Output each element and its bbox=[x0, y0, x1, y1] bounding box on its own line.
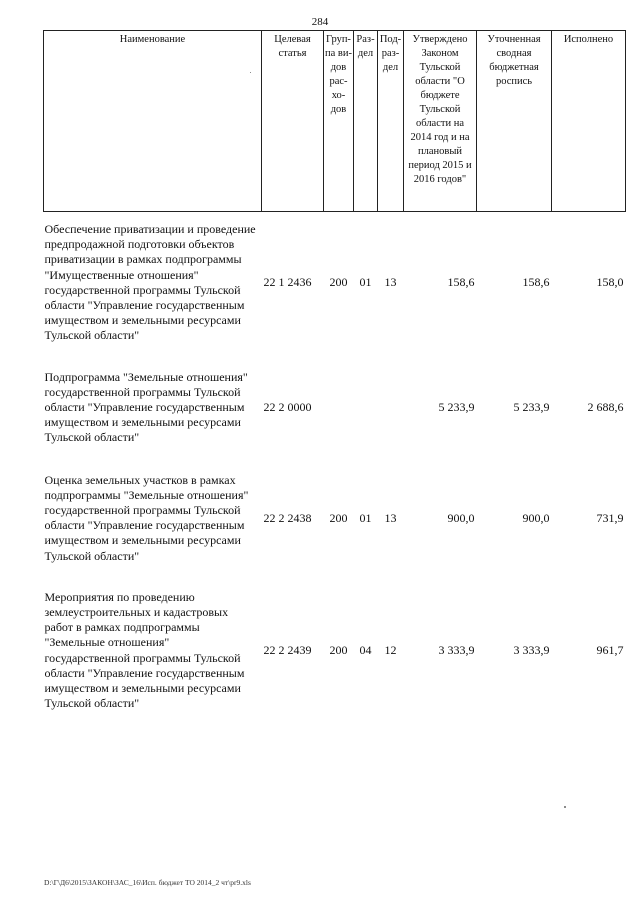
header-group: Груп- па ви- дов рас- хо- дов bbox=[324, 31, 354, 212]
row-subsection bbox=[378, 370, 404, 446]
row-section: 01 bbox=[359, 275, 372, 290]
row-group: 200 bbox=[329, 643, 348, 658]
row-approved: 158,6 bbox=[447, 275, 475, 290]
row-refined: 5 233,9 bbox=[513, 400, 550, 415]
file-path-footer: D:\Г\Д6\2015\ЗАКОН\ЗАС_16\Исп. бюджет ТО 2014_2 чт\pr9.xls bbox=[44, 878, 251, 887]
header-approved: Утверждено Законом Тульской области "О бюджете Тульской области на 2014 год и на плановый период 2015 и 2016 годов" bbox=[404, 31, 477, 212]
row-name: Обеспечение приватизации и проведение предпродажной подготовки объектов приватизации в рамках подпрограммы "Имущественные отношения" государственной программы Тульской области "Управление государственным имуществом и земельными ресурсами Тульской области" bbox=[44, 222, 256, 343]
header-subsection: Под- раз- дел bbox=[378, 31, 404, 212]
row-section: 04 bbox=[359, 643, 372, 658]
row-subsection: 13 bbox=[384, 275, 397, 290]
row-target: 22 1 2436 bbox=[263, 275, 312, 290]
table-header-row bbox=[44, 31, 626, 212]
row-refined: 158,6 bbox=[522, 275, 550, 290]
row-subsection: 12 bbox=[384, 643, 397, 658]
table-row bbox=[44, 473, 626, 564]
row-section: 01 bbox=[359, 510, 372, 525]
table-row bbox=[44, 222, 626, 344]
row-subsection: 13 bbox=[384, 510, 397, 525]
row-executed: 158,0 bbox=[596, 275, 624, 290]
row-group bbox=[324, 370, 354, 446]
row-target: 22 2 0000 bbox=[263, 400, 312, 415]
row-refined: 900,0 bbox=[522, 510, 550, 525]
row-name: Мероприятия по проведению землеустроительных и кадастровых работ в рамках подпрограммы "Земельные отношения" государственной программы Тульской области "Управление государственным имуществом и земельными ресурсами Тульской области" bbox=[44, 589, 245, 711]
row-approved: 3 333,9 bbox=[438, 643, 475, 658]
header-refined: Уточненная сводная бюджетная роспись bbox=[477, 31, 552, 212]
row-group: 200 bbox=[329, 510, 348, 525]
row-section bbox=[354, 370, 378, 446]
table-row bbox=[44, 590, 626, 712]
row-approved: 5 233,9 bbox=[438, 400, 475, 415]
row-name: Оценка земельных участков в рамках подпрограммы "Земельные отношения" государственной программы Тульской области "Управление государственным имуществом и земельными ресурсами Тульской области" bbox=[44, 472, 249, 563]
row-target: 22 2 2438 bbox=[263, 510, 312, 525]
header-executed: Исполнено bbox=[552, 31, 626, 212]
page-number: 284 bbox=[311, 16, 329, 28]
row-group: 200 bbox=[329, 275, 348, 290]
row-refined: 3 333,9 bbox=[513, 643, 550, 658]
header-name: Наименование bbox=[44, 31, 262, 212]
row-executed: 731,9 bbox=[596, 510, 624, 525]
table-row bbox=[44, 370, 626, 446]
budget-table bbox=[43, 30, 626, 711]
row-name: Подпрограмма "Земельные отношения" государственной программы Тульской области "Управление государственным имуществом и земельными ресурсами Тульской области" bbox=[44, 369, 248, 445]
row-executed: 961,7 bbox=[596, 643, 624, 658]
scan-speck bbox=[250, 72, 251, 73]
header-section: Раз- дел bbox=[354, 31, 378, 212]
scan-speck bbox=[564, 806, 566, 808]
row-approved: 900,0 bbox=[447, 510, 475, 525]
row-target: 22 2 2439 bbox=[263, 643, 312, 658]
row-executed: 2 688,6 bbox=[587, 400, 624, 415]
header-target: Целевая статья bbox=[262, 31, 324, 212]
